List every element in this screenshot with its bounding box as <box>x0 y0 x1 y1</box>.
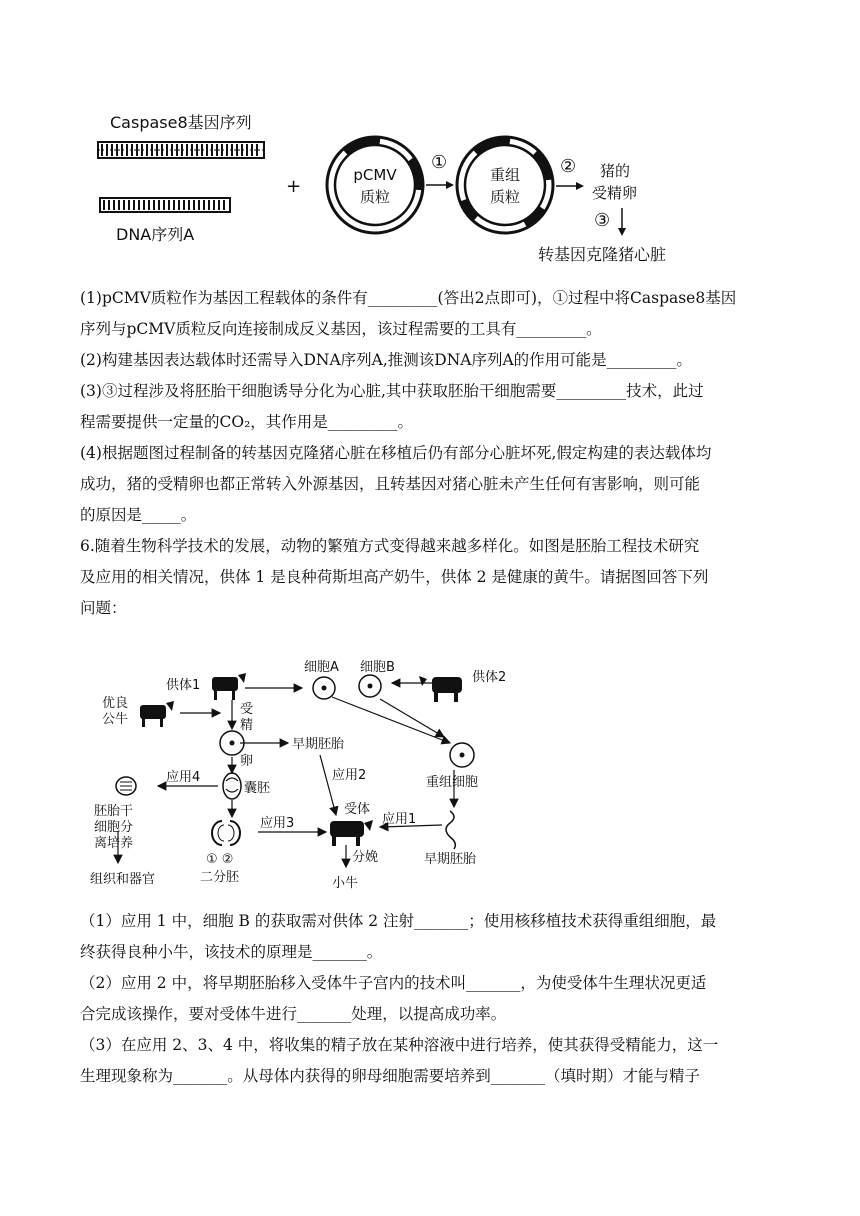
cell-a-label: 细胞A <box>304 660 339 675</box>
q6-part1-line1: （1）应用 1 中，细胞 B 的获取需对供体 2 注射_______；使用核移植技术获得重组细胞，最 <box>80 912 717 930</box>
bull-icon <box>140 701 174 727</box>
q6-part3-line2: 生理现象称为_______。从母体内获得的卵母细胞需要培养到_______（填时期）才能与精子 <box>80 1067 701 1085</box>
donor1-cow-icon <box>212 673 246 700</box>
q5-part1-line2: 序列与pCMV质粒反向连接制成反义基因，该过程需要的工具有_________。 <box>80 320 602 338</box>
question-6-parts <box>80 906 780 1092</box>
pcmv-label-line1: pCMV <box>353 166 397 184</box>
fertilized-egg-char2: 精 <box>240 718 254 733</box>
esc-label-line3: 离培养 <box>94 836 134 851</box>
dna-sequence-a-label: DNA序列A <box>116 225 195 244</box>
q6-part2-line2: 合完成该操作，要对受体牛进行_______处理，以提高成功率。 <box>80 1005 507 1023</box>
figure-embryo-engineering <box>80 655 540 900</box>
application-1-label: 应用1 <box>382 812 417 827</box>
q5-part4-line3: 的原因是_____。 <box>80 506 197 524</box>
esc-label-line1: 胚胎干 <box>94 804 134 819</box>
q6-part1-line2: 终获得良种小牛，该技术的原理是_______。 <box>80 943 383 961</box>
pcmv-label-line2: 质粒 <box>359 188 391 206</box>
step-2-marker: ② <box>560 156 577 177</box>
caspase8-label: Caspase8基因序列 <box>110 113 252 132</box>
q6-part3-line1: （3）在应用 2、3、4 中，将收集的精子放在某种溶液中进行培养，使其获得受精能力，这一 <box>80 1036 719 1054</box>
q5-part3-line1: (3)③过程涉及将胚胎干细胞诱导分化为心脏,其中获取胚胎干细胞需要_________技术，此过 <box>80 382 704 400</box>
recombinant-label-line2: 质粒 <box>489 188 521 206</box>
question-5-parts <box>80 283 780 624</box>
step-1-marker: ① <box>431 152 448 173</box>
q5-part4-line2: 成功，猪的受精卵也都正常转入外源基因，且转基因对猪心脏未产生任何有害影响，则可能 <box>80 475 701 493</box>
step-3-marker: ③ <box>594 210 611 231</box>
bull-label-line2: 公牛 <box>102 712 129 727</box>
recombinant-label-line1: 重组 <box>489 166 521 184</box>
recombinant-cell-label: 重组细胞 <box>426 775 479 790</box>
fertilized-egg-char1: 受 <box>240 702 254 717</box>
birth-label: 分娩 <box>352 850 379 865</box>
tissue-organ-label: 组织和器官 <box>90 872 156 887</box>
blastocyst-label: 囊胚 <box>244 781 271 796</box>
application-3-label: 应用3 <box>260 816 295 831</box>
dna-sequence-a-strand <box>100 198 230 212</box>
fertilized-egg-char3: 卵 <box>240 754 254 769</box>
donor1-label: 供体1 <box>166 678 201 693</box>
early-embryo-bottom-label: 早期胚胎 <box>424 852 477 867</box>
esc-label-line2: 细胞分 <box>94 820 134 835</box>
cell-b-label: 细胞B <box>360 660 395 675</box>
q6-intro-line1: 6.随着生物科学技术的发展，动物的繁殖方式变得越来越多样化。如图是胚胎工程技术研究 <box>80 537 700 555</box>
donor2-cattle-icon <box>419 676 462 702</box>
split-embryo-label: 二分胚 <box>200 870 240 885</box>
q5-part2-line1: (2)构建基因表达载体时还需导入DNA序列A,推测该DNA序列A的作用可能是_________。 <box>80 351 692 369</box>
bull-label-line1: 优良 <box>102 696 129 711</box>
application-2-label: 应用2 <box>332 768 367 783</box>
donor2-label: 供体2 <box>472 670 507 685</box>
q5-part1-line1: (1)pCMV质粒作为基因工程载体的条件有_________(答出2点即可)，①过程中将Caspase8基因 <box>80 289 737 307</box>
application-4-label: 应用4 <box>166 770 201 785</box>
q6-intro-line3: 问题： <box>80 599 127 617</box>
recipient-cattle-icon <box>330 820 373 846</box>
pcmv-plasmid <box>327 137 423 233</box>
figure-gene-construct <box>80 100 720 270</box>
recombinant-plasmid <box>457 137 553 233</box>
q6-part2-line1: （2）应用 2 中，将早期胚胎移入受体牛子宫内的技术叫_______，为使受体牛生理状况更适 <box>80 974 707 992</box>
calf-label: 小牛 <box>332 876 359 891</box>
transgenic-heart-label: 转基因克隆猪心脏 <box>538 245 667 264</box>
receptor-label: 受体 <box>344 802 371 817</box>
q5-part4-line1: (4)根据题图过程制备的转基因克隆猪心脏在移植后仍有部分心脏坏死,假定构建的表达载体均 <box>80 444 712 462</box>
pig-zygote-line2: 受精卵 <box>592 184 638 202</box>
early-embryo-top-label: 早期胚胎 <box>292 737 345 752</box>
plus-sign: + <box>286 176 302 197</box>
q5-part3-line2: 程需要提供一定量的CO₂，其作用是_________。 <box>80 413 414 431</box>
caspase8-dna-strand <box>98 142 264 158</box>
twin-numbers: ① ② <box>206 852 234 867</box>
q6-intro-line2: 及应用的相关情况，供体 1 是良种荷斯坦高产奶牛，供体 2 是健康的黄牛。请据图回答下列 <box>80 568 709 586</box>
pig-zygote-line1: 猪的 <box>600 162 631 180</box>
